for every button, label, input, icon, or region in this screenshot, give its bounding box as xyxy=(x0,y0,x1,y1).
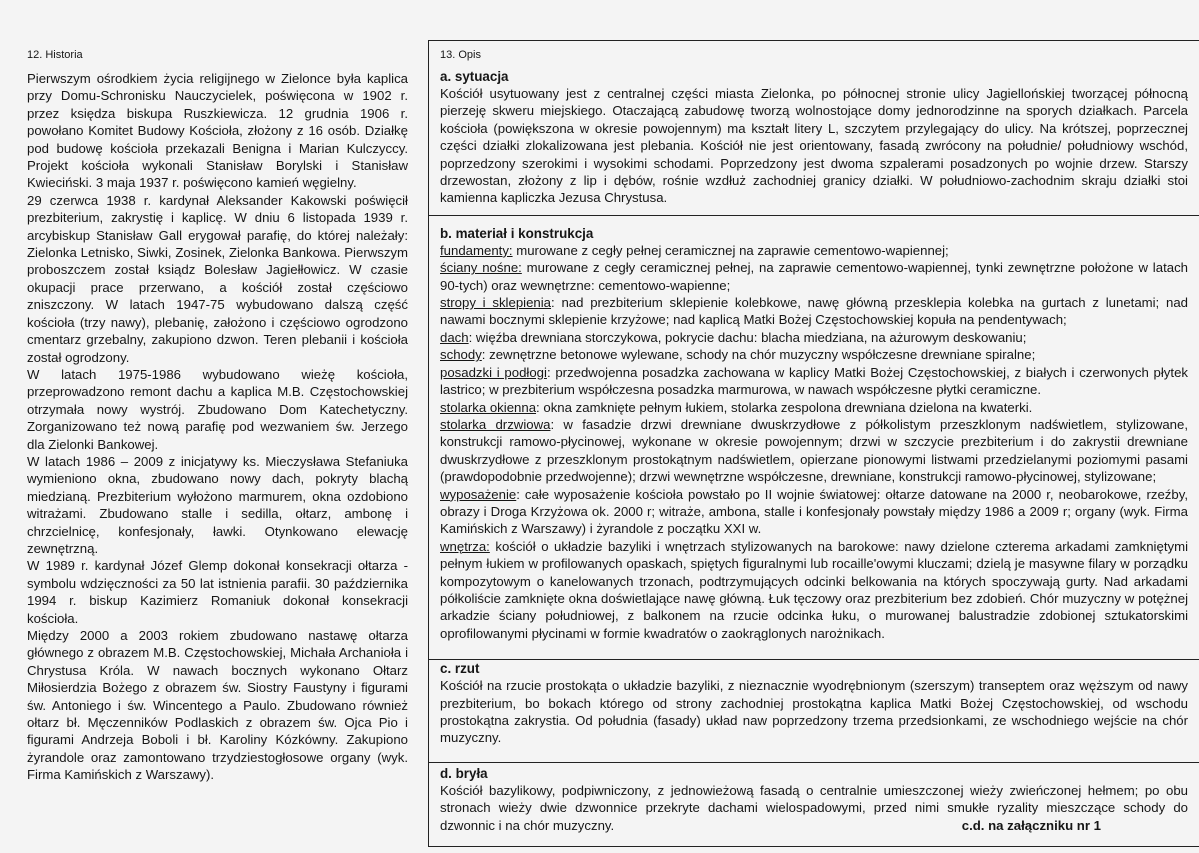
item-term: schody xyxy=(440,347,482,363)
section-title: d. bryła xyxy=(440,765,488,781)
history-paragraph: Między 2000 a 2003 rokiem zbudowano nastawę ołtarza głównego z obrazem M.B. Częstochowskiej, Michała Archanioła i Chrystusa Króla. W nawach bocznych wykonano Ołtarz Miłosierdzia Bożego z obrazem św. Siostry Faustyny i figurami św. Antoniego i św. Wincentego a Paulo. Zbudowano również ołtarz bł. Męczenników Podlaskich z obrazem św. Ojca Pio i figurami Andrzeja Boboli i bł. Karoliny Kózkówny. Zakupiono żyrandole oraz zamontowano trzydziestogłosowe organy (wyk. Firma Kamińskich z Warszawy). xyxy=(27,628,408,783)
material-item xyxy=(440,538,1188,642)
item-term: ściany nośne: xyxy=(440,260,522,276)
item-term: wyposażenie xyxy=(440,486,517,502)
item-text: : w fasadzie drzwi drewniane dwuskrzydłowe z półkolistym przeszklonym nadświetlem, stylizowane, konstrukcji ramowo-płycinowej, wykonane w okresie powojennym; drzwi w szczycie prezbiterium i do zakrystii drewniane dwuskrzydłowe z przeszklonym prostokątnym nadświetlem, opierzane pionowymi listwami przedzielanymi poziomymi pasami (prawdopodobnie przedwojenne); drzwi wewnętrzne współczesne, drewniane, konstrukcji ramowo-płycinowej, stylizowane; xyxy=(440,416,1189,485)
item-text: murowane z cegły pełnej ceramicznej na zaprawie cementowo-wapiennej; xyxy=(512,242,949,258)
material-item xyxy=(440,259,1188,294)
item-text: : zewnętrzne betonowe wylewane, schody na chór muzyczny współczesne drewniane spiralne; xyxy=(481,347,1036,363)
history-paragraph: Pierwszym ośrodkiem życia religijnego w Zielonce była kaplica przy Domu-Schronisku Nauczycielek, poświęcona w 1902 r. przez księdza biskupa Ruszkiewicza. 12 grudnia 1906 r. powołano Komitet Budowy Kościoła, złożony z 16 osób. Działkę pod budowę kościoła przekazali Benigna i Marian Kulczyccy. Projekt kościoła wykonali Stanisław Borylski i Stanisław Kwieciński. 3 maja 1937 r. poświęcono kamień węgielny. xyxy=(27,71,408,191)
section-plan xyxy=(440,660,1188,747)
item-text: : więźba drewniana storczykowa, pokrycie dachu: blacha miedziana, na ażurowym deskowaniu; xyxy=(468,329,1027,345)
bottom-rule xyxy=(428,846,1199,847)
section-material xyxy=(440,225,1188,642)
material-item xyxy=(440,294,1188,329)
item-term: stolarka drzwiowa xyxy=(440,416,551,432)
item-text: : okna zamknięte pełnym łukiem, stolarka zespolona drewniana dzielona na kwaterki. xyxy=(536,399,1033,415)
history-paragraph: W latach 1975-1986 wybudowano wieżę kościoła, przeprowadzono remont dachu a kaplica M.B. Częstochowskiej otrzymała nowy wystrój. Zbudowano Dom Katechetyczny. Zorganizowano też nową parafię pod wezwaniem św. Jerzego dla Zielonki Bankowej. xyxy=(27,366,408,452)
section-situation xyxy=(440,68,1188,207)
top-rule xyxy=(428,40,1199,41)
item-text: : całe wyposażenie kościoła powstało po II wojnie światowej: ołtarze datowane na 2000 r, neobarokowe, rzeźby, obrazy i Droga Krzyżowa ok. 2000 r; witraże, ambona, stalle i konfesjonały powstały między 1986 a 2009 r; organy (wyk. Firma Kamińskich z Warszawy) i żyrandole z początku XXI w. xyxy=(440,486,1188,537)
history-label: 12. Historia xyxy=(27,49,83,61)
section-title: a. sytuacja xyxy=(440,69,509,84)
item-term: wnętrza: xyxy=(440,538,490,554)
item-term: stolarka okienna xyxy=(440,399,537,415)
material-item xyxy=(440,486,1188,538)
item-text: : przedwojenna posadzka zachowana w kaplicy Matki Bożej Częstochowskiej, z białych i czerwonych płytek lastrico; w prezbiterium współczesna posadzka marmurowa, w nawach współczesne płytki ceramiczne. xyxy=(440,364,1188,398)
section-title: c. rzut xyxy=(440,661,480,677)
item-text: kościół o układzie bazyliki i wnętrzach stylizowanych na barokowe: nawy dzielone czterema arkadami zamkniętymi pełnym łukiem w profilowanych opaskach, spiętych figuralnymi lub rocaille'owymi kluczami; dzielą je masywne filary w porządku kompozytowym o kanelowanych trzonach, podtrzymujących odcinki belkowania na których spoczywają gurty. Nad arkadami półkoliście zamknięte okna doświetlające nawę główną. Łuk tęczowy oraz prezbiterium bez zdobień. Chór muzyczny w potężnej arkadzie ściany południowej, z balkonem na rzucie odcinka łuku, o murowanej balustradzie zdobionej sztukatorskimi oprofilowanymi płycinami w formie kwadratów o zaokrąglonych narożnikach. xyxy=(440,538,1188,641)
column-divider xyxy=(428,40,429,846)
material-item xyxy=(440,364,1188,399)
section-mass xyxy=(440,765,1188,834)
history-column xyxy=(27,48,408,784)
history-paragraph: W 1989 r. kardynał Józef Glemp dokonał konsekracji ołtarza - symbolu wdzięczności za 50 lat istnienia parafii. 30 października 1994 r. biskup Kazimierz Romaniuk dokonał konsekracji kościoła. xyxy=(27,558,408,626)
history-paragraph: W latach 1986 – 2009 z inicjatywy ks. Mieczysława Stefaniuka wymieniono okna, zbudowano nowy dach, pokryty blachą miedzianą. Prezbiterium wyłożono marmurem, okna ozdobiono witrażami. Zbudowano stalle i sedilla, ołtarz, ambonę i chrzcielnicę, konfesjonały, ławki. Otynkowano elewację zewnętrzną. xyxy=(27,453,408,556)
item-term: posadzki i podłogi xyxy=(440,364,547,380)
item-term: stropy i sklepienia xyxy=(440,295,552,311)
section-text: Kościół usytuowany jest z centralnej części miasta Zielonka, po północnej stronie ulicy Jagiellońskiej tworzącej północną pierzeję skweru miejskiego. Otaczającą zabudowę tworzą wolnostojące domy jednorodzinne na sporych działkach. Parcela kościoła (powiększona w okresie powojennym) ma kształt litery L, szczytem przylegający do ulicy. Na krótszej, poprzecznej części działki zlokalizowana jest plebania. Kościół nie jest orientowany, fasadą zwrócony na południe/ południowy wschód, poprzedzony szerokimi i wysokimi schodami. Poprzedzony jest dwoma szpalerami posadzonych po wojnie drzew. Starszy drzewostan, złożony z lip i dębów, rośnie wzdłuż zachodniej granicy działki. W południowo-zachodnim skraju działki stoi kamienna kapliczka Jezusa Chrystusa. xyxy=(440,86,1188,206)
history-paragraph: 29 czerwca 1938 r. kardynał Aleksander Kakowski poświęcił prezbiterium, zakrystię i kaplicę. W dniu 6 listopada 1939 r. arcybiskup Stanisław Gall erygował parafię, do której należały: Zielonka Letnisko, Siwki, Zosinek, Zielonka Bankowa. Pierwszym proboszczem został ksiądz Bolesław Jagiełłowicz. W czasie okupacji prace przerwano, a kościół został częściowo zniszczony. W latach 1947-75 wybudowano dalszą część kościoła (trzy nawy), plebanię, założono i częściowo ogrodzono cmentarz grzebalny, zakupiono dzwon. Teren plebanii i kościoła został ogrodzony. xyxy=(27,192,408,365)
item-text: : nad prezbiterium sklepienie kolebkowe, nawę główną przesklepia kolebka na gurtach z lunetami; nad nawami bocznymi sklepienie krzyżowe; nad kaplicą Matki Bożej Częstochowskiej kopuła na pendentywach; xyxy=(440,295,1188,328)
material-item xyxy=(440,242,1188,259)
material-item xyxy=(440,399,1188,416)
material-item xyxy=(440,416,1188,486)
item-term: dach xyxy=(440,329,469,345)
section-text: Kościół na rzucie prostokąta o układzie bazyliki, z nieznacznie wyodrębnionym (szerszym) transeptem oraz węższym od nawy prezbiterium, bo bokach którego od strony zachodniej prostokątna kaplica Matki Bożej Częstochowskiej, od wschodu prostokątna zakrystia. Od południa (fasady) układ naw poprzedzony trzema przedsionkami, ze wschodniego wejście na chór muzyczny. xyxy=(440,678,1188,746)
material-item xyxy=(440,346,1188,363)
item-term: fundamenty: xyxy=(440,242,513,258)
material-item xyxy=(440,329,1188,346)
continued-note: c.d. na załączniku nr 1 xyxy=(961,817,1101,833)
item-text: murowane z cegły ceramicznej pełnej, na zaprawie cementowo-wapiennej, tynki zewnętrzne położone w latach 90-tych) oraz wewnętrzne: cementowo-wapienne; xyxy=(440,260,1188,293)
section-title: b. materiał i konstrukcja xyxy=(440,225,594,241)
description-label: 13. Opis xyxy=(440,49,481,61)
description-column xyxy=(440,48,1188,834)
mass-text: Kościół bazylikowy, podpiwniczony, z jednowieżową fasadą o centralnie umieszczonej wieży zwieńczonej hełmem; po obu stronach wieży dwie dzwonnice przekryte dachami wielospadowymi, przed nimi smukłe ryzality mieszczące schody do dzwonnic i na chór muzyczny. xyxy=(440,782,1188,833)
